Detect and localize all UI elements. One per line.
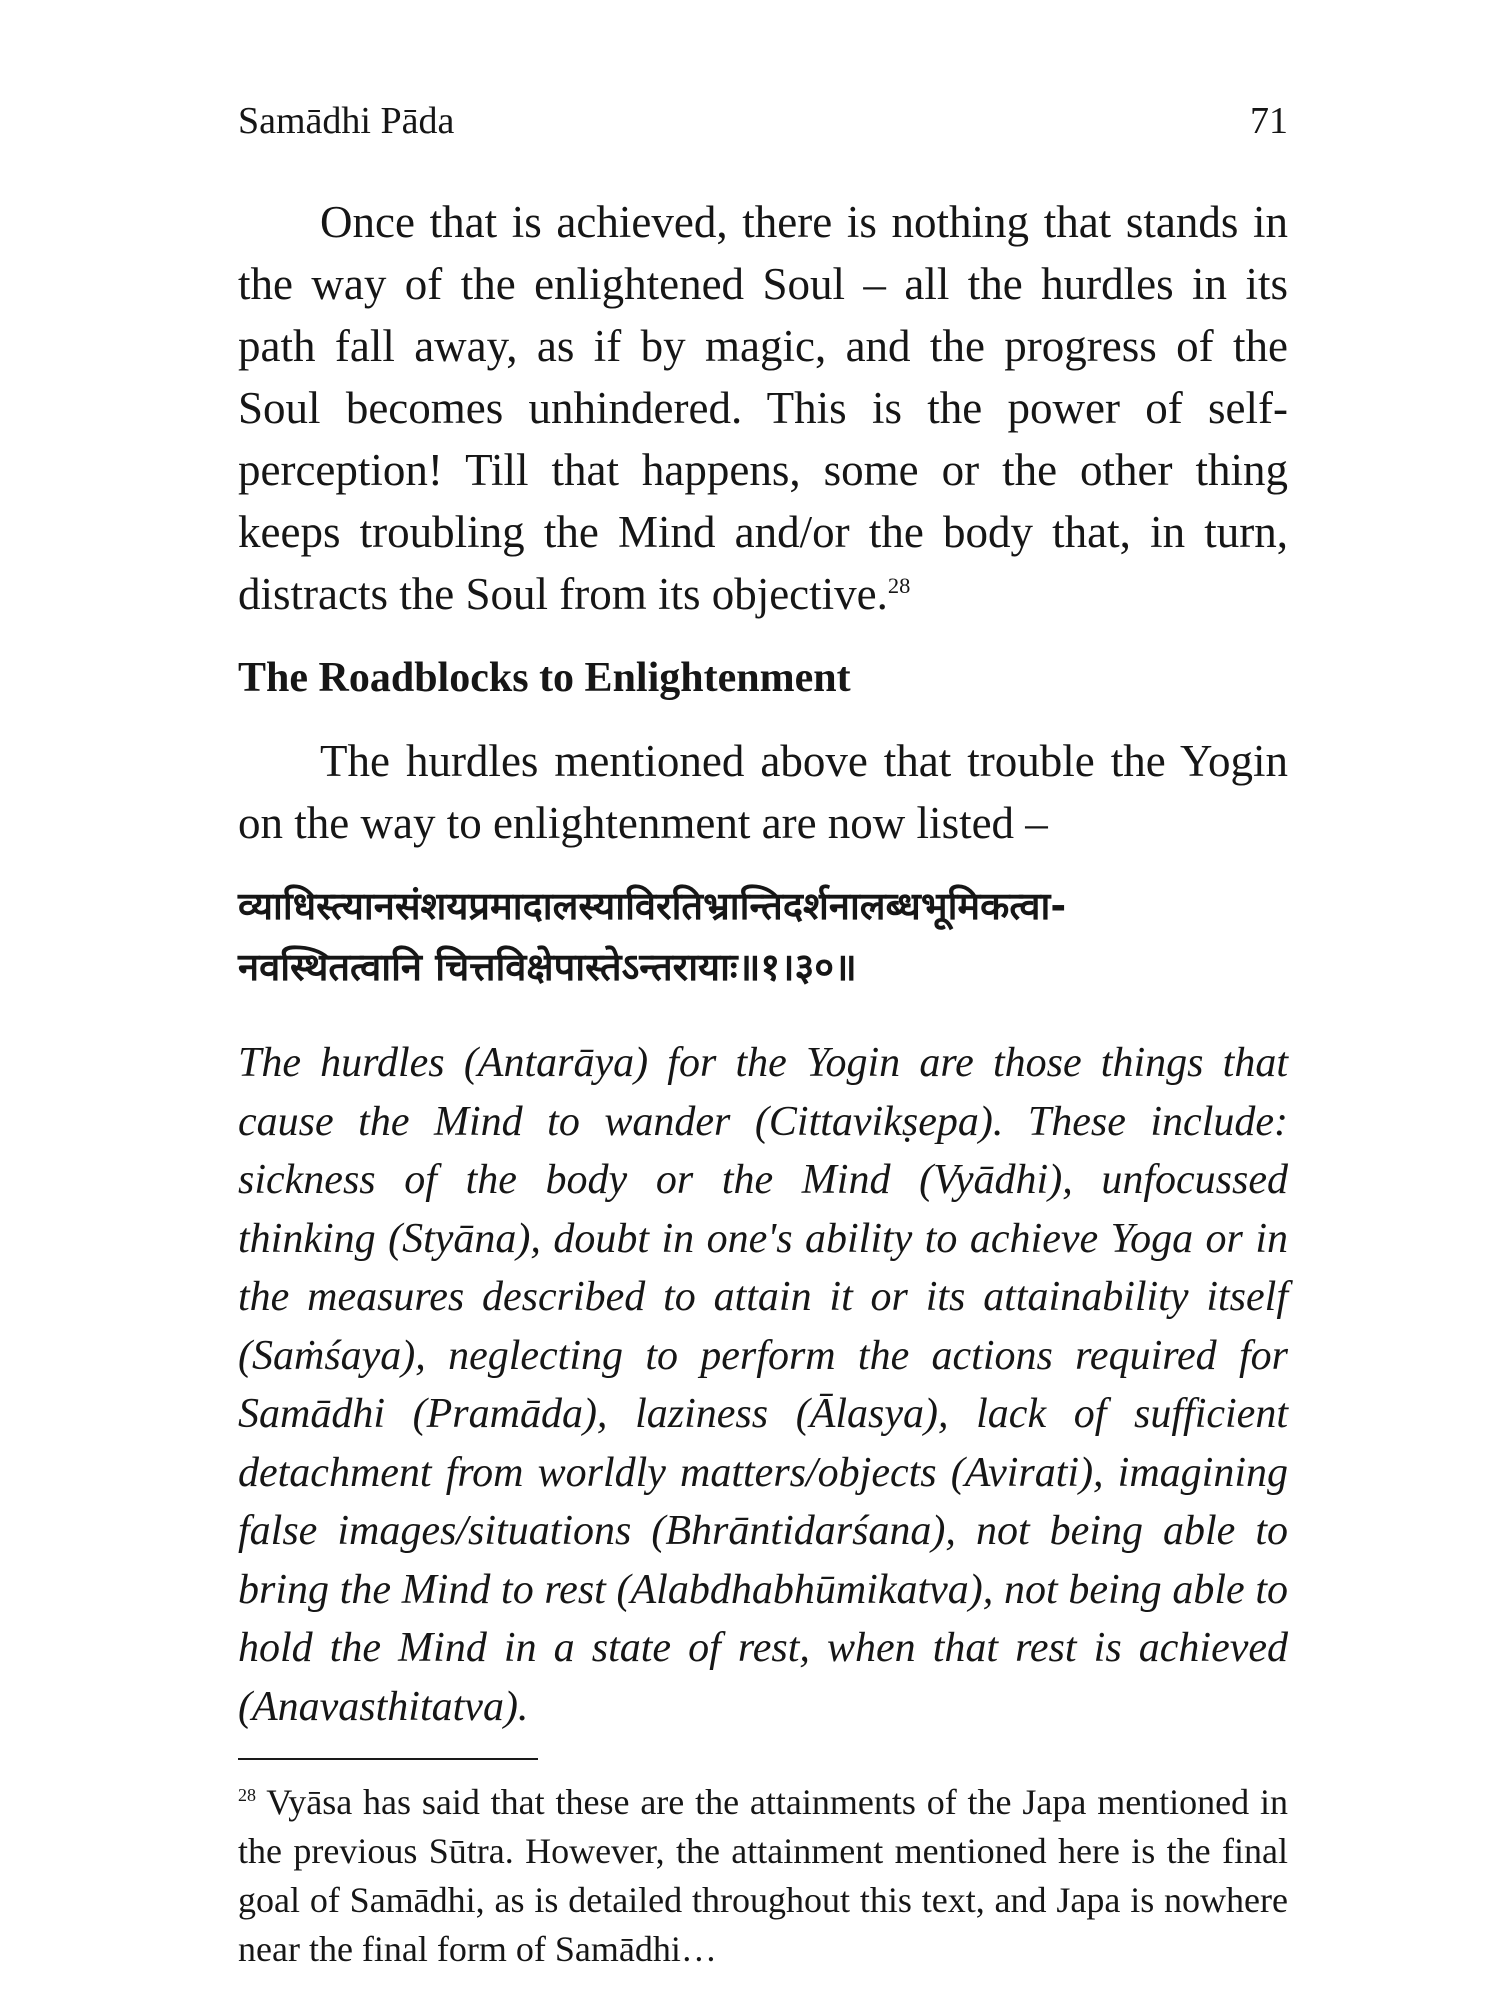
running-header	[238, 96, 1288, 146]
sanskrit-sutra	[238, 876, 1288, 998]
footnote-separator	[238, 1758, 538, 1760]
body-paragraph-2: The hurdles mentioned above that trouble the Yogin on the way to enlightenment are now listed –	[238, 736, 1288, 848]
footnote	[238, 1778, 1288, 1974]
body-paragraph-1	[238, 191, 1288, 625]
footnote-text: Vyāsa has said that these are the attainments of the Japa mentioned in the previous Sūtra. However, the attainment mentioned here is the final goal of Samādhi, as is detailed throughout this text, and Japa is nowhere near the final form of Samādhi…	[238, 1782, 1288, 1969]
sutra-line-1: व्याधिस्त्यानसंशयप्रमादालस्याविरतिभ्रान्तिदर्शनालब्धभूमिकत्वा-	[238, 884, 1067, 928]
paragraph-1-text: Once that is achieved, there is nothing that stands in the way of the enlightened Soul – all the hurdles in its path fall away, as if by magic, and the progress of the Soul becomes unhindered. This is the power of self-perception! Till that happens, some or the other thing keeps troubling the Mind and/or the body that, in turn, distracts the Soul from its objective.	[238, 197, 1288, 619]
page-number: 71	[1250, 100, 1288, 142]
sutra-translation: The hurdles (Antarāya) for the Yogin are those things that cause the Mind to wander (Cittavikṣepa). These include: sickness of the body or the Mind (Vyādhi), unfocussed thinking (Styāna), doubt in one's ability to achieve Yoga or in the measures described to attain it or its attainability itself (Saṁśaya), neglecting to perform the actions required for Samādhi (Pramāda), laziness (Ālasya), lack of sufficient detachment from worldly matters/objects (Avirati), imagining false images/situations (Bhrāntidarśana), not being able to bring the Mind to rest (Alabdhabhūmikatva), not being able to hold the Mind in a state of rest, when that rest is achieved (Anavasthitatva).	[238, 1040, 1288, 1730]
running-title: Samādhi Pāda	[238, 100, 455, 142]
footnote-number: 28	[238, 1785, 256, 1805]
footnote-reference: 28	[887, 573, 911, 598]
sutra-line-2: नवस्थितत्वानि चित्तविक्षेपास्तेऽन्तरायाः॥१।३०॥	[238, 945, 857, 989]
section-heading: The Roadblocks to Enlightenment	[238, 655, 851, 701]
